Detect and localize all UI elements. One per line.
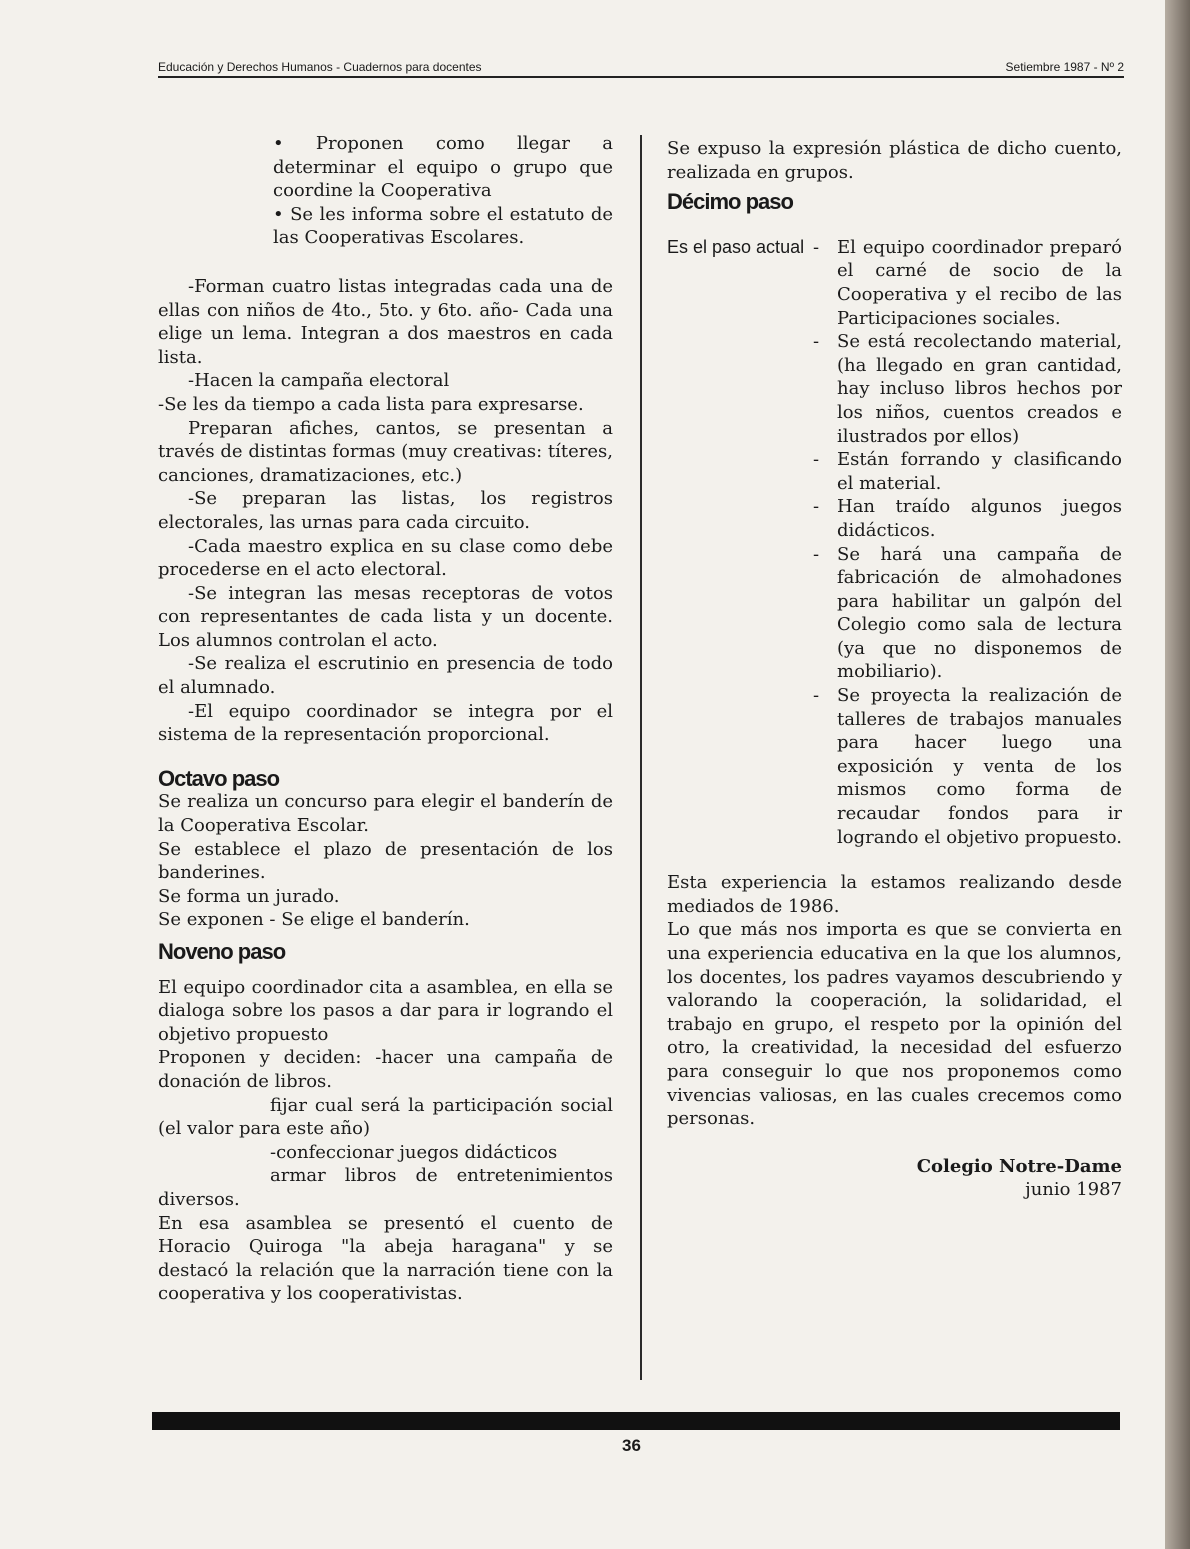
octavo-jury: Se forma un jurado. [158,885,340,907]
closing-what-matters: Lo que más nos importa es que se convierta en una experiencia educativa en la que los alumnos, los docentes, los padres vayamos descubriendo y valorando la cooperación, la solidaridad, el trabajo en grupo, el respeto por la opinión del otro, la creatividad, la necesidad del esfuerzo para conseguir lo que nos proponemos como vivencias valiosas, en las cuales crecemos como personas. [667,919,1122,1130]
page-edge-shadow [1165,0,1190,1549]
decimo-item [667,684,1122,849]
decimo-current-step: Es el paso actual [667,236,805,257]
decimo-item-text: Se hará una campaña de fabricación de almohadones para habilitar un galpón del Colegio como sala de lectura (ya que no disponemos de mobiliario). [837,543,1122,683]
dash-marker: - [813,685,820,707]
decimo-item [667,330,1122,448]
paragraph-teacher-explains: -Cada maestro explica en su clase como debe procederse en el acto electoral. [158,535,613,581]
heading-decimo-paso: Décimo paso [667,189,793,215]
header-date-issue: Setiembre 1987 - Nº 2 [1005,60,1124,74]
header-publication: Educación y Derechos Humanos - Cuadernos para docentes [158,60,482,74]
decimo-item [667,448,1122,495]
octavo-contest: Se realiza un concurso para elegir el banderín de la Cooperativa Escolar. [158,791,613,837]
paragraph-plastic-expression: Se expuso la expresión plástica de dicho cuento, realizada en grupos. [667,138,1122,183]
decimo-item-text: Se proyecta la realización de talleres de trabajos manuales para hacer luego una exposición y venta de los mismos como forma de recaudar fondos para ir logrando el objetivo propuesto. [837,685,1123,848]
decimo-item [667,543,1122,685]
paragraph-voting-tables: -Se integran las mesas receptoras de votos con representantes de cada lista y un docente. Los alumnos controlan el acto. [158,582,613,651]
noveno-games: -confeccionar juegos didácticos [270,1141,558,1163]
left-column [158,132,613,1306]
dash-marker: - [813,449,820,471]
noveno-participation: fijar cual será la participación social (el valor para este año) [158,1094,613,1140]
dash-marker: - [813,236,820,258]
dash-marker: - [813,543,820,565]
octavo-exhibit: Se exponen - Se elige el banderín. [158,909,470,931]
running-header [158,60,1124,78]
decimo-item-text: El equipo coordinador preparó el carné de socio de la Cooperativa y el recibo de las Participaciones sociales. [837,236,1122,329]
signature-school: Colegio Notre-Dame [916,1155,1122,1177]
paragraph-scrutiny: -Se realiza el escrutinio en presencia de todo el alumnado. [158,653,613,699]
decimo-item-text: Están forrando y clasificando el material. [837,449,1122,494]
paragraph-time: -Se les da tiempo a cada lista para expresarse. [158,393,584,415]
bullet-statute: • Se les informa sobre el estatuto de las Cooperativas Escolares. [273,203,613,249]
dash-marker: - [813,331,820,353]
dash-marker: - [813,496,820,518]
noveno-books: armar libros de entretenimientos diversos. [158,1165,613,1210]
paragraph-lists: -Forman cuatro listas integradas cada una de ellas con niños de 4to., 5to. y 6to. año- Cada una elige un lema. Integran a dos maestros en cada lista. [158,275,613,368]
paragraph-posters: Preparan afiches, cantos, se presentan a través de distintas formas (muy creativas: títeres, canciones, dramatizaciones, etc.) [158,417,613,486]
decimo-item-text: Han traído algunos juegos didácticos. [837,496,1122,541]
column-divider [640,135,642,1380]
noveno-story: En esa asamblea se presentó el cuento de Horacio Quiroga "la abeja haragana" y se destacó la relación que la narración tiene con la cooperativa y los cooperativistas. [158,1212,613,1305]
heading-noveno-paso: Noveno paso [158,939,286,964]
decimo-item [667,236,1122,330]
decimo-item [667,495,1122,542]
page-number: 36 [622,1436,641,1455]
octavo-deadline: Se establece el plazo de presentación de los banderines. [158,838,613,884]
right-column [667,137,1122,1202]
paragraph-campaign: -Hacen la campaña electoral [188,370,450,392]
noveno-decide: Proponen y deciden: -hacer una campaña de donación de libros. [158,1047,613,1092]
decimo-item-text: Se está recolectando material, (ha llegado en gran cantidad, hay incluso libros hechos por los niños, cuentos creados e ilustrados por ellos) [837,331,1122,447]
paragraph-registers: -Se preparan las listas, los registros electorales, las urnas para cada circuito. [158,488,613,533]
signature-date: junio 1987 [1025,1179,1122,1201]
bullet-coordinate-team: • Proponen como llegar a determinar el equipo o grupo que coordine la Cooperativa [273,133,613,202]
decimo-action-list [667,236,1122,849]
footer-bar [152,1412,1120,1430]
paragraph-representation: -El equipo coordinador se integra por el sistema de la representación proporcional. [158,700,613,746]
closing-since-1986: Esta experiencia la estamos realizando desde mediados de 1986. [667,872,1122,917]
noveno-assembly: El equipo coordinador cita a asamblea, en ella se dialoga sobre los pasos a dar para ir logrando el objetivo propuesto [158,976,613,1045]
heading-octavo-paso: Octavo paso [158,765,280,791]
